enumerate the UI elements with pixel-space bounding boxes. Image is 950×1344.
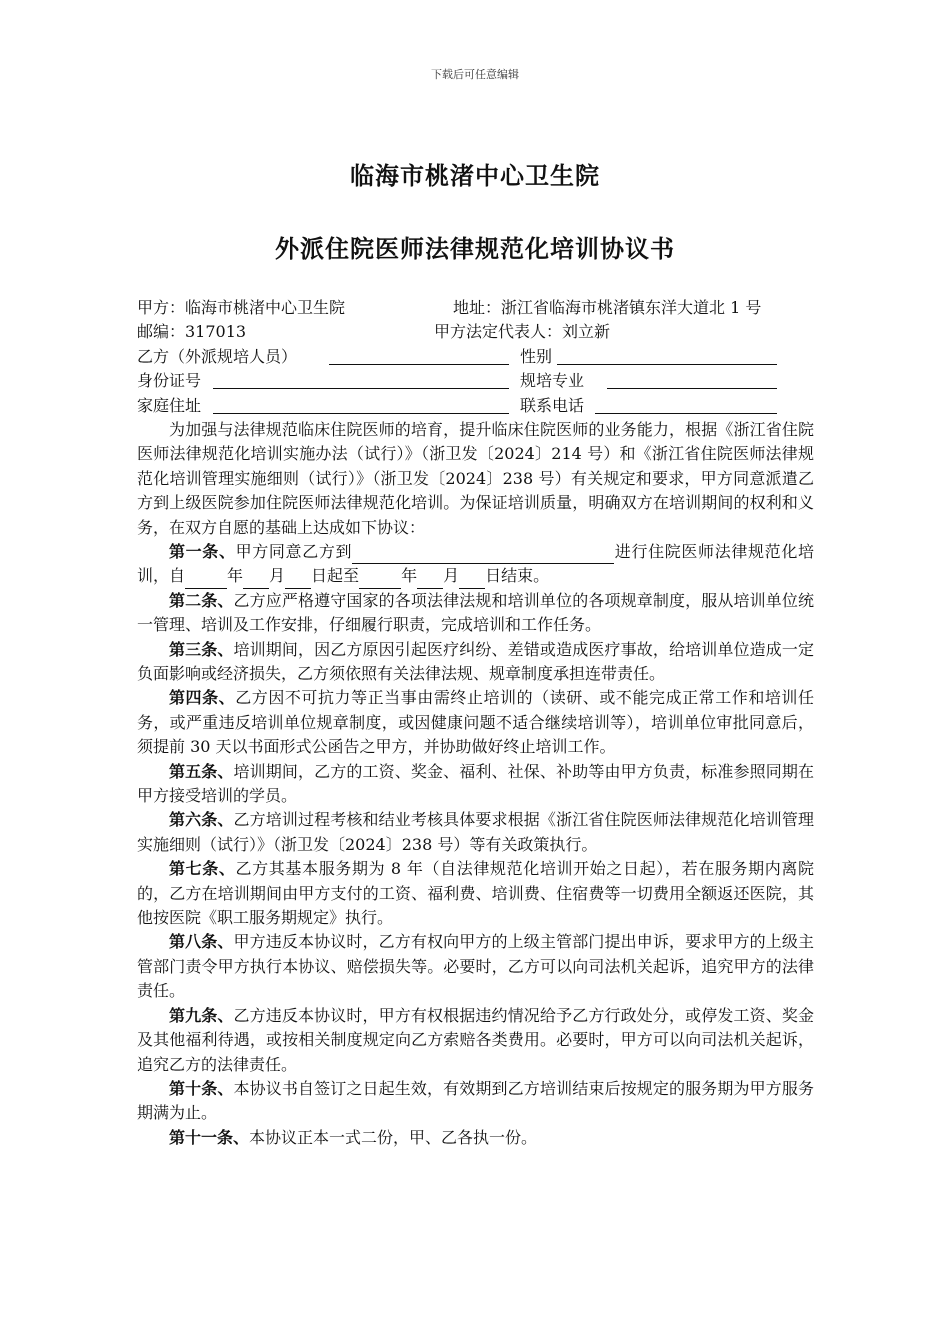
article-6-title: 第六条、: [169, 810, 234, 830]
home-address-blank[interactable]: [213, 394, 509, 414]
intro-paragraph: 为加强与法律规范临床住院医师的培育，提升临床住院医师的业务能力，根据《浙江省住院医师法律规范化培训实施办法（试行）》（浙卫发〔2024〕214 号）和《浙江省住院医师法律规范化培训管理实施细则（试行）》（浙卫发〔2024〕238 号）有关规定和要求，甲方同意派遣乙方到上级医院参加住院医师法律规范化培训。为保证培训质量，明确双方在培训期间的权利和义务，在双方自愿的基础上达成如下协议：: [137, 419, 814, 537]
article-10-text: 本协议书自签订之日起生效，有效期到乙方培训结束后按规定的服务期为甲方服务期满为止。: [137, 1078, 814, 1123]
article-1-text-c: 规范化培训，自: [137, 541, 814, 586]
postcode-row: [137, 320, 814, 344]
start-year-label: 年: [227, 566, 244, 586]
major-blank[interactable]: [607, 369, 777, 389]
article-1-title: 第一条、: [169, 541, 236, 561]
article-10-title: 第十条、: [169, 1078, 234, 1098]
article-11: [137, 1126, 814, 1150]
start-year-blank[interactable]: [185, 569, 227, 589]
article-5: [137, 760, 814, 809]
training-hospital-blank[interactable]: [352, 544, 614, 564]
article-1-text-b: 进行住院医师法律: [614, 541, 749, 561]
article-1-text-a: 甲方同意乙方到: [235, 541, 353, 561]
end-year-label: 年: [401, 566, 418, 586]
article-3-title: 第三条、: [169, 639, 234, 659]
party-a-address: 地址：浙江省临海市桃渚镇东洋大道北 1 号: [453, 298, 762, 317]
end-year-blank[interactable]: [359, 569, 401, 589]
start-day-blank[interactable]: [285, 569, 311, 589]
article-4: [137, 686, 814, 759]
article-10: [137, 1077, 814, 1126]
start-month-label: 月: [269, 566, 286, 586]
article-8-text: 甲方违反本协议时，乙方有权向甲方的上级主管部门提出申诉，要求甲方的上级主管部门责令甲方执行本协议、赔偿损失等。必要时，乙方可以向司法机关起诉，追究甲方的法律责任。: [137, 932, 814, 1001]
article-7: [137, 857, 814, 930]
article-9-title: 第九条、: [169, 1005, 234, 1025]
party-a-legal-rep: 甲方法定代表人：刘立新: [434, 322, 611, 342]
party-a-label: 甲方：临海市桃渚中心卫生院: [137, 298, 346, 317]
document-body: [137, 296, 814, 1150]
party-b-name-label: 乙方（外派规培人员）: [137, 346, 298, 366]
article-8: [137, 930, 814, 1003]
article-11-text: 本协议正本一式二份，甲、乙各执一份。: [249, 1127, 538, 1147]
article-8-title: 第八条、: [169, 932, 234, 952]
article-9-text: 乙方违反本协议时，甲方有权根据违约情况给予乙方行政处分，或停发工资、奖金及其他福利待遇，或按相关制度规定向乙方索赔各类费用。必要时，甲方可以向司法机关起诉，追究乙方的法律责任。: [137, 1005, 814, 1074]
article-2-title: 第二条、: [169, 590, 234, 610]
article-5-text: 培训期间，乙方的工资、奖金、福利、社保、补助等由甲方负责，标准参照同期在甲方接受培训的学员。: [137, 761, 814, 806]
end-month-label: 月: [443, 566, 460, 586]
id-label: 身份证号: [137, 371, 202, 391]
article-3: [137, 638, 814, 687]
phone-label: 联系电话: [520, 395, 585, 415]
gender-blank[interactable]: [557, 345, 777, 365]
article-9: [137, 1004, 814, 1077]
article-7-title: 第七条、: [169, 859, 236, 879]
end-day-blank[interactable]: [459, 569, 485, 589]
article-7-text: 乙方其基本服务期为 8 年（自法律规范化培训开始之日起），若在服务期内离院的，乙方在培训期间由甲方支付的工资、福利费、培训费、住宿费等一切费用全额返还医院，其他按医院《职工服务期规定》执行。: [137, 859, 814, 928]
article-2: [137, 589, 814, 638]
id-blank[interactable]: [213, 369, 509, 389]
party-b-name-blank[interactable]: [329, 345, 509, 365]
start-month-blank[interactable]: [243, 569, 269, 589]
start-day-label: 日起至: [311, 566, 360, 586]
article-6-text: 乙方培训过程考核和结业考核具体要求根据《浙江省住院医师法律规范化培训管理实施细则（试行）》（浙卫发〔2024〕238 号）等有关政策执行。: [137, 810, 814, 854]
major-label: 规培专业: [520, 371, 585, 391]
article-1: [137, 540, 814, 589]
end-month-blank[interactable]: [417, 569, 443, 589]
article-6: [137, 808, 814, 857]
article-4-text: 乙方因不可抗力等正当事由需终止培训的（读研、或不能完成正常工作和培训任务，或严重违反培训单位规章制度，或因健康问题不适合继续培训等），培训单位审批同意后，须提前 30 天以书面形式公函告之甲方，并协助做好终止培训工作。: [137, 688, 814, 757]
end-day-label: 日结束。: [485, 566, 550, 586]
header-note: 下载后可任意编辑: [431, 68, 519, 81]
document-title: 外派住院医师法律规范化培训协议书: [275, 235, 675, 263]
address-row: [137, 394, 814, 418]
article-3-text: 培训期间，因乙方原因引起医疗纠纷、差错或造成医疗事故，给培训单位造成一定负面影响或经济损失，乙方须依照有关法律法规、规章制度承担连带责任。: [137, 639, 814, 684]
gender-label: 性别: [520, 346, 553, 366]
article-11-title: 第十一条、: [169, 1127, 250, 1147]
hospital-name: 临海市桃渚中心卫生院: [350, 162, 600, 190]
id-row: [137, 369, 814, 393]
party-a-row: [137, 296, 814, 320]
article-5-title: 第五条、: [169, 761, 234, 781]
party-a-postcode: 邮编：317013: [137, 322, 247, 342]
party-b-name-row: [137, 345, 814, 369]
home-address-label: 家庭住址: [137, 395, 202, 415]
phone-blank[interactable]: [595, 394, 777, 414]
article-4-title: 第四条、: [169, 688, 236, 708]
article-2-text: 乙方应严格遵守国家的各项法律法规和培训单位的各项规章制度，服从培训单位统一管理、培训及工作安排，仔细履行职责，完成培训和工作任务。: [137, 590, 814, 635]
